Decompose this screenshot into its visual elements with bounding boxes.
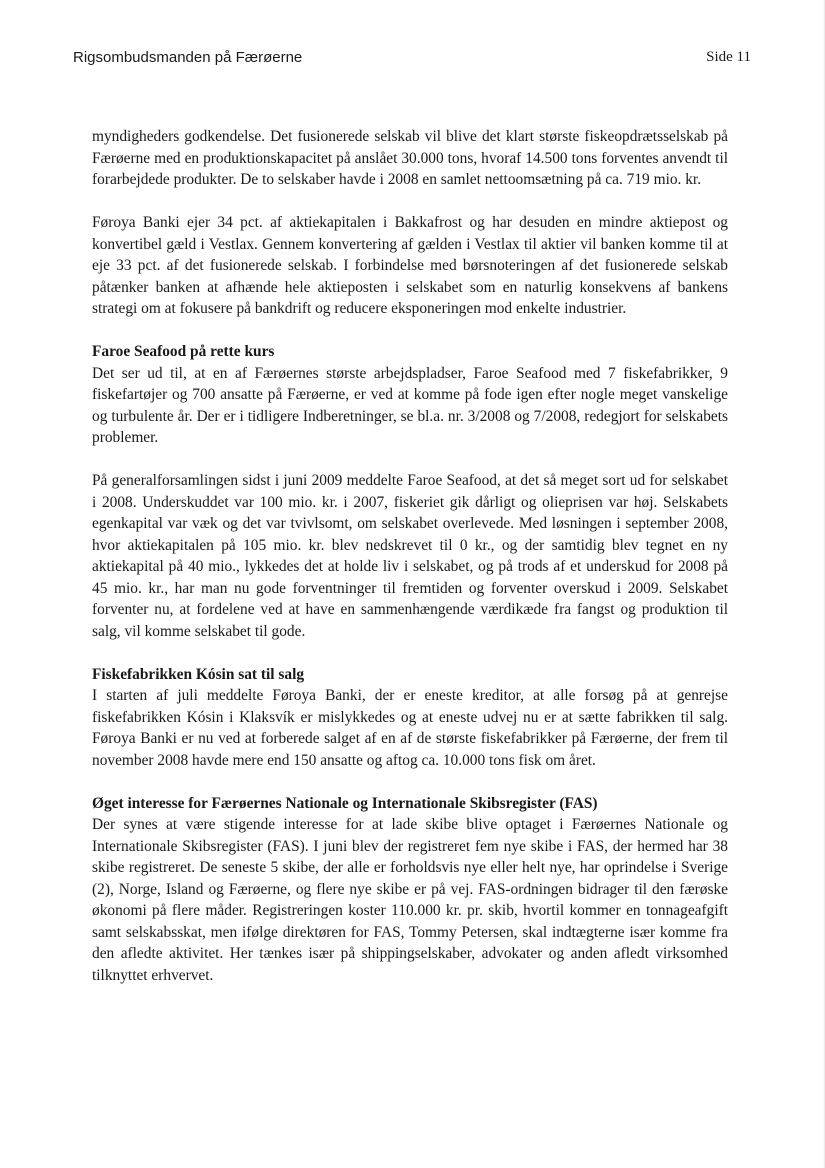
section-heading: Faroe Seafood på rette kurs [92, 343, 275, 360]
paragraph: Føroya Banki ejer 34 pct. af aktiekapitalen i Bakkafrost og har desuden en mindre aktiepost og konvertibel gæld i Vestlax. Gennem konvertering af gælden i Vestlax til aktier vil banken komme til at eje 33 pct. af det fusionerede selskab. I forbindelse med børsnoteringen af det fusionerede selskab påtænker banken at afhænde hele aktieposten i selskabet som en naturlig konsekvens af bankens strategi om at fokusere på bankdrift og reducere eksponeringen mod enkelte industrier. [92, 214, 728, 317]
header-title: Rigsombudsmanden på Færøerne [73, 49, 303, 66]
paragraph: Det ser ud til, at en af Færøernes største arbejdspladser, Faroe Seafood med 7 fiskefabrikker, 9 fiskefartøjer og 700 ansatte på Færøerne, er ved at komme på fode igen efter nogle meget vanskelige og turbulente år. Der er i tidligere Indberetninger, se bl.a. nr. 3/2008 og 7/2008, redegjort for selskabets problemer. [92, 364, 728, 446]
paragraph: myndigheders godkendelse. Det fusionerede selskab vil blive det klart største fiskeopdrætsselskab på Færøerne med en produktionskapacitet på anslået 30.000 tons, hvoraf 14.500 tons forventes anvendt til forarbejdede produkter. De to selskaber havde i 2008 en samlet nettoomsætning på ca. 719 mio. kr. [92, 128, 728, 188]
page-number: Side 11 [706, 49, 751, 65]
section-heading: Øget interesse for Færøernes Nationale og Internationale Skibsregister (FAS) [92, 794, 598, 812]
paragraph: I starten af juli meddelte Føroya Banki, der er eneste kreditor, at alle forsøg på at genrejse fiskefabrikken Kósin i Klaksvík er mislykkedes og at eneste udvej nu er at sætte fabrikken til salg. Føroya Banki er nu ved at forberede salget af en af de største fiskefabrikker på Færøerne, der frem til november 2008 havde mere end 150 ansatte og aftog ca. 10.000 tons fisk om året. [92, 687, 728, 769]
paragraph: På generalforsamlingen sidst i juni 2009 meddelte Faroe Seafood, at det så meget sort ud for selskabet i 2008. Underskuddet var 100 mio. kr. i 2007, fiskeriet gik dårligt og olieprisen var høj. Selskabets egenkapital var væk og det var tvivlsomt, om selskabet overlevede. Med løsningen i september 2008, hvor aktiekapitalen på 105 mio. kr. blev nedskrevet til 0 kr., og der samtidig blev tegnet en ny aktiekapital på 40 mio., lykkedes det at holde liv i selskabet, og på trods af et underskud for 2008 på 45 mio. kr., har man nu gode forventninger til fremtiden og forventer overskud i 2009. Selskabet forventer nu, at fordelene ved at have en sammenhængende værdikæde fra fangst og produktion til salg, vil komme selskabet til gode. [92, 472, 728, 640]
section-faroe-seafood [92, 341, 728, 642]
document-body [92, 126, 728, 1008]
section-kosin [92, 664, 728, 772]
page-header [73, 49, 753, 71]
section-heading: Fiskefabrikken Kósin sat til salg [92, 665, 305, 683]
paragraph: Der synes at være stigende interesse for at lade skibe blive optaget i Færøernes Nationale og Internationale Skibsregister (FAS). I juni blev der registreret fem nye skibe i FAS, der hermed har 38 skibe registreret. De seneste 5 skibe, der alle er forholdsvis nye eller helt nye, har oprindelse i Sverige (2), Norge, Island og Færøerne, og flere nye skibe er på vej. FAS-ordningen bidrager til den færøske økonomi på flere måder. Registreringen koster 110.000 kr. pr. skib, hvortil kommer en tonnageafgift samt selskabsskat, men ifølge direktøren for FAS, Tommy Petersen, skal indtægterne især komme fra den afledte aktivitet. Her tænkes især på shippingselskaber, advokater og anden afledt virksomhed tilknyttet erhvervet. [92, 816, 728, 984]
section-fas [92, 793, 728, 987]
